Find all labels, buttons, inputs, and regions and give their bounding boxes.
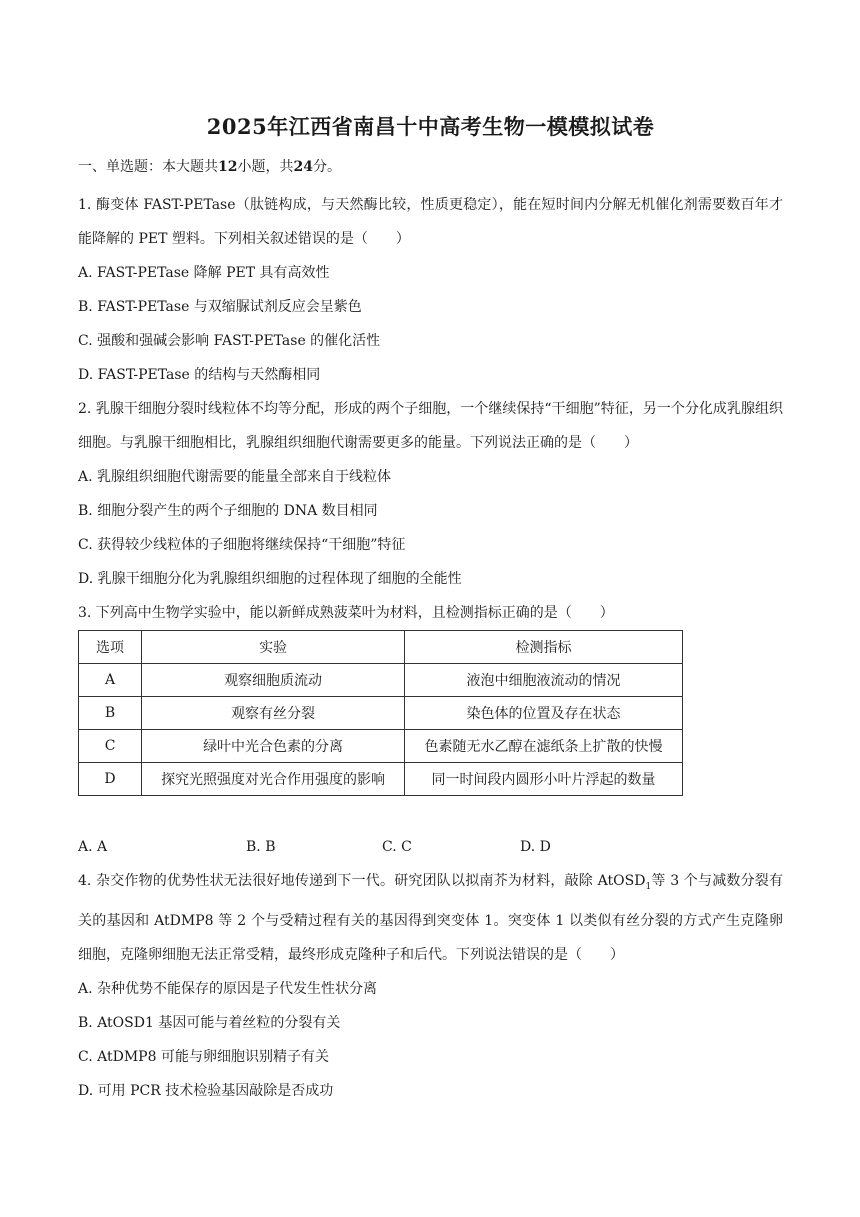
- answer-a: A. A: [78, 839, 108, 855]
- stem-part: 4. 杂交作物的优势性状无法很好地传递到下一代。研究团队以拟南芥为材料，敲除 AtOSD: [78, 873, 646, 889]
- table-cell: 探究光照强度对光合作用强度的影响: [142, 763, 405, 796]
- table-header: 检测指标: [405, 631, 683, 664]
- option-a: A. 杂种优势不能保存的原因是子代发生性状分离: [78, 980, 378, 997]
- answer-choices: [78, 830, 783, 864]
- option-d: D. 可用 PCR 技术检验基因敲除是否成功: [78, 1082, 334, 1099]
- option-b: B. 细胞分裂产生的两个子细胞的 DNA 数目相同: [78, 503, 378, 519]
- table-header: 实验: [142, 631, 405, 664]
- exam-page: [78, 112, 783, 1108]
- option-b: B. FAST-PETase 与双缩脲试剂反应会呈紫色: [78, 299, 362, 315]
- table-cell: C: [79, 730, 142, 763]
- option-a: A. FAST-PETase 降解 PET 具有高效性: [78, 265, 330, 281]
- question-3: [78, 596, 783, 864]
- option-c: C. 获得较少线粒体的子细胞将继续保持“干细胞”特征: [78, 537, 406, 553]
- table-cell: 色素随无水乙醇在滤纸条上扩散的快慢: [405, 730, 683, 763]
- total-score: 24: [293, 159, 313, 175]
- section-prefix: 一、单选题：本大题共: [78, 159, 218, 175]
- option-d: D. 乳腺干细胞分化为乳腺组织细胞的过程体现了细胞的全能性: [78, 571, 462, 587]
- table-cell: 染色体的位置及存在状态: [405, 697, 683, 730]
- table-cell: A: [79, 664, 142, 697]
- exam-title: 2025年江西省南昌十中高考生物一模模拟试卷: [206, 114, 655, 139]
- table-cell: B: [79, 697, 142, 730]
- table-row: [79, 730, 683, 763]
- table-cell: 绿叶中光合色素的分离: [142, 730, 405, 763]
- table-row: [79, 763, 683, 796]
- table-cell: 观察有丝分裂: [142, 697, 405, 730]
- section-heading: [78, 156, 783, 178]
- table-cell: 观察细胞质流动: [142, 664, 405, 697]
- table-row: [79, 697, 683, 730]
- subscript: 1: [645, 881, 652, 892]
- question-2: [78, 392, 783, 596]
- question-4: [78, 864, 783, 1108]
- option-b: B. AtOSD1 基因可能与着丝粒的分裂有关: [78, 1014, 341, 1031]
- question-stem: 2. 乳腺干细胞分裂时线粒体不均等分配，形成的两个子细胞，一个继续保持“干细胞”特征，另一个分化成乳腺组织细胞。与乳腺干细胞相比，乳腺组织细胞代谢需要更多的能量。下列说法正确的是（ ）: [78, 401, 783, 451]
- question-stem: 1. 酶变体 FAST-PETase（肽链构成，与天然酶比较，性质更稳定），能在短时间内分解无机催化剂需要数百年才能降解的 PET 塑料。下列相关叙述错误的是（ ）: [78, 197, 783, 247]
- option-c: C. AtDMP8 可能与卵细胞识别精子有关: [78, 1048, 329, 1065]
- table-cell: D: [79, 763, 142, 796]
- section-suffix: 分。: [312, 159, 341, 175]
- table-cell: 同一时间段内圆形小叶片浮起的数量: [405, 763, 683, 796]
- table-cell: 液泡中细胞液流动的情况: [405, 664, 683, 697]
- answer-c: C. C: [382, 839, 412, 855]
- option-d: D. FAST-PETase 的结构与天然酶相同: [78, 367, 321, 383]
- question-stem: [78, 864, 783, 972]
- question-1: [78, 188, 783, 392]
- experiment-table: [78, 630, 683, 796]
- table-header: 选项: [79, 631, 142, 664]
- option-a: A. 乳腺组织细胞代谢需要的能量全部来自于线粒体: [78, 469, 392, 485]
- table-header-row: [79, 631, 683, 664]
- stem-part: 等 3 个与减数分裂有关的基因和 AtDMP8 等 2 个与受精过程有关的基因得到突变体 1。突变体 1 以类似有丝分裂的方式产生克隆卵细胞，克隆卵细胞无法正常受精，最终形成克隆种子和后代。下列说法错误的是（ ）: [78, 873, 783, 963]
- option-c: C. 强酸和强碱会影响 FAST-PETase 的催化活性: [78, 333, 381, 349]
- answer-d: D. D: [520, 839, 551, 855]
- section-mid: 小题，共: [237, 159, 294, 175]
- question-count: 12: [218, 159, 238, 175]
- table-row: [79, 664, 683, 697]
- question-stem: 3. 下列高中生物学实验中，能以新鲜成熟菠菜叶为材料，且检测指标正确的是（ ）: [78, 605, 614, 621]
- answer-b: B. B: [246, 839, 276, 855]
